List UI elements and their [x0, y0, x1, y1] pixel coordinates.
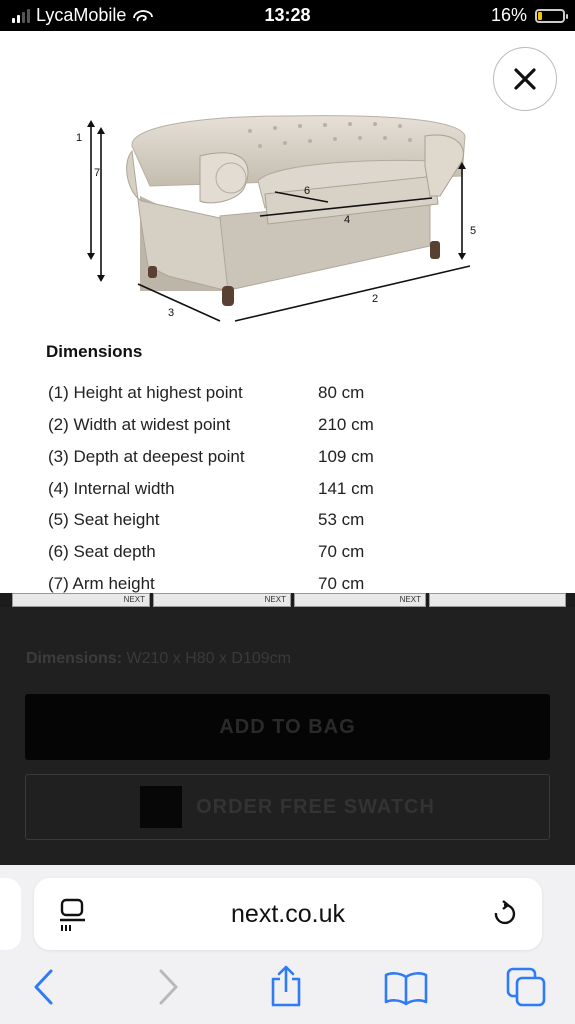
product-dimensions-label: Dimensions:: [26, 650, 123, 667]
order-free-swatch-button[interactable]: [25, 774, 550, 840]
dimension-row: [48, 479, 408, 507]
product-dimensions: [26, 650, 291, 668]
dimension-value: 70 cm: [318, 542, 365, 561]
dimension-label: (4) Internal width: [48, 479, 175, 498]
label-4: 4: [344, 214, 351, 226]
browser-toolbar: [0, 865, 575, 1024]
dimension-row: [48, 415, 408, 443]
thumbnail[interactable]: NEXT: [153, 593, 291, 607]
status-bar: [0, 0, 575, 31]
dimension-row: [48, 383, 408, 411]
bookmarks-icon[interactable]: [384, 971, 428, 1005]
tabs-icon[interactable]: [506, 967, 546, 1007]
url-text[interactable]: next.co.uk: [231, 900, 345, 928]
sofa-diagram: [70, 106, 490, 319]
thumbnail[interactable]: [429, 593, 566, 607]
dimension-label: (6) Seat depth: [48, 542, 156, 561]
add-to-bag-button[interactable]: ADD TO BAG: [25, 694, 550, 760]
battery-group: [491, 5, 565, 26]
label-7: 7: [94, 167, 101, 179]
thumbnail[interactable]: NEXT: [12, 593, 150, 607]
battery-icon: [535, 9, 565, 23]
dimension-row: [48, 542, 408, 570]
product-dimensions-value: W210 x H80 x D109cm: [126, 650, 291, 667]
dimension-value: 53 cm: [318, 510, 365, 529]
thumbnail-strip: [12, 593, 575, 607]
dimension-value: 210 cm: [318, 415, 374, 434]
label-1: 1: [76, 132, 83, 144]
dimension-label: (1) Height at highest point: [48, 383, 243, 402]
reload-icon[interactable]: [490, 900, 518, 930]
dimensions-title: Dimensions: [46, 342, 143, 361]
dimension-value: 70 cm: [318, 574, 365, 593]
dimension-label: (7) Arm height: [48, 574, 155, 593]
dimension-label: (2) Width at widest point: [48, 415, 231, 434]
order-free-swatch-label: ORDER FREE SWATCH: [196, 795, 435, 818]
label-6: 6: [304, 185, 311, 197]
dimensions-modal: [0, 31, 575, 593]
close-button[interactable]: [493, 47, 557, 111]
previous-tab-peek[interactable]: [0, 878, 21, 950]
forward-icon[interactable]: [156, 968, 180, 1006]
dimension-row: [48, 510, 408, 538]
dimension-label: (3) Depth at deepest point: [48, 447, 245, 466]
dimension-value: 109 cm: [318, 447, 374, 466]
close-icon: [513, 67, 537, 91]
thumbnail[interactable]: NEXT: [294, 593, 426, 607]
label-2: 2: [372, 293, 379, 305]
label-5: 5: [470, 225, 477, 237]
dimension-value: 80 cm: [318, 383, 365, 402]
battery-fill: [538, 12, 542, 20]
status-time: 13:28: [264, 5, 311, 25]
sofa-image: [127, 116, 465, 306]
address-bar[interactable]: [34, 878, 542, 950]
dimension-row: [48, 447, 408, 475]
dimension-label: (5) Seat height: [48, 510, 160, 529]
carrier-name: LycaMobile: [36, 5, 127, 25]
label-3: 3: [168, 307, 175, 319]
battery-percent: 16%: [490, 5, 527, 25]
back-icon[interactable]: [32, 968, 56, 1006]
dimension-value: 141 cm: [318, 479, 374, 498]
share-icon[interactable]: [268, 965, 304, 1007]
swatch-image: [140, 786, 182, 828]
